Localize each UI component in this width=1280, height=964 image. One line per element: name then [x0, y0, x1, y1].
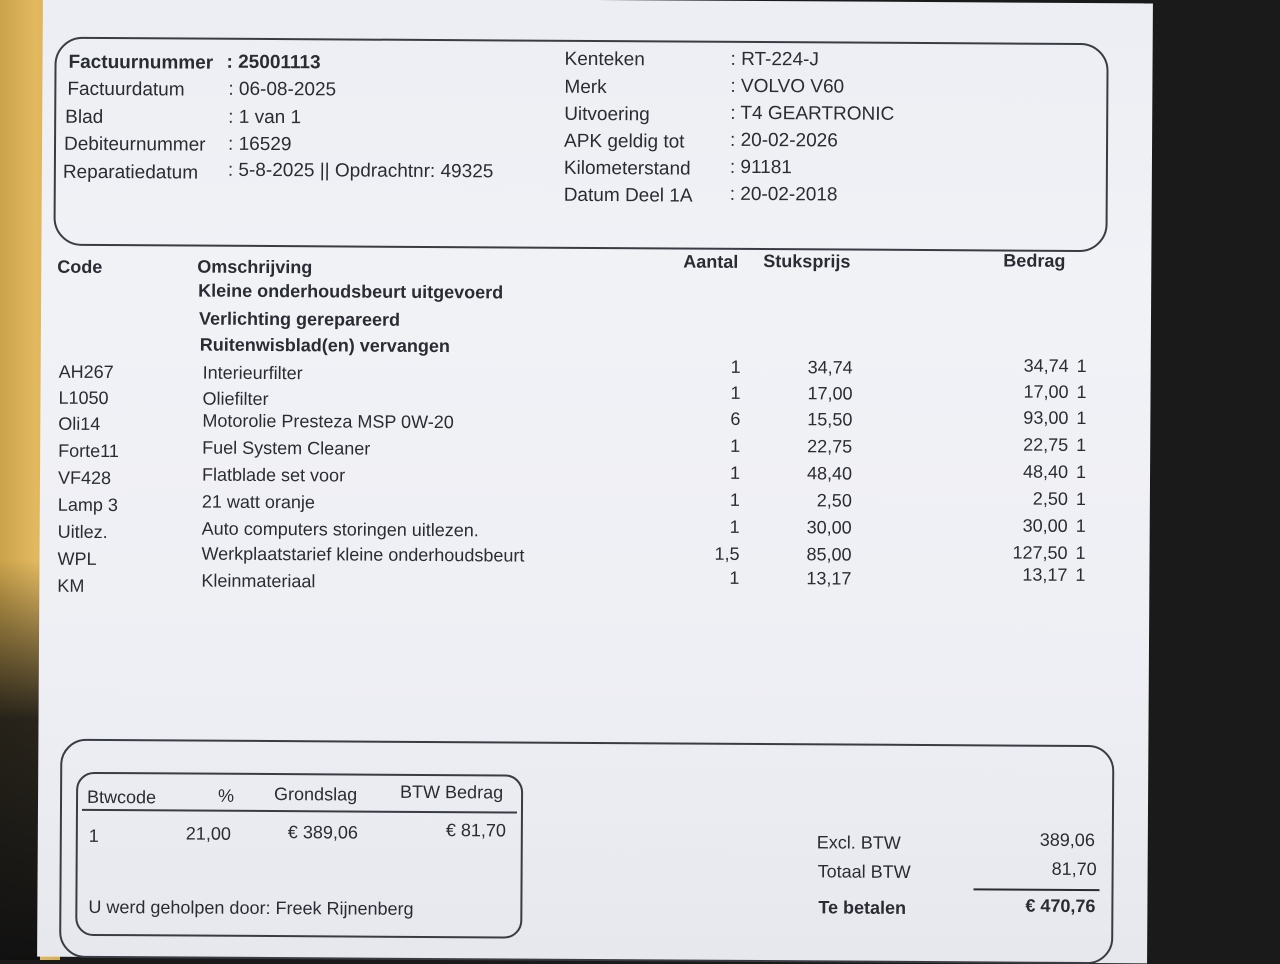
invoice-document — [37, 0, 1153, 963]
repair-date-label: Reparatiedatum — [62, 161, 199, 184]
vat-header-code: Btwcode — [86, 786, 157, 808]
debtor-number-value: : 16529 — [227, 133, 292, 156]
mileage-label: Kilometerstand — [563, 157, 691, 180]
line-code: Oli14 — [58, 413, 101, 434]
line-description: 21 watt oranje — [201, 491, 315, 513]
column-header-unit-price: Stuksprijs — [763, 251, 851, 272]
line-amount: 22,75 — [1023, 434, 1069, 455]
line-vat-code: 1 — [1075, 461, 1087, 482]
repair-date-value: : 5-8-2025 || Opdrachtnr: 49325 — [227, 159, 494, 183]
line-code: Lamp 3 — [57, 494, 118, 516]
total-vat-value: 81,70 — [1051, 858, 1097, 880]
work-note: Ruitenwisblad(en) vervangen — [199, 334, 450, 357]
line-quantity: 1 — [730, 435, 741, 456]
line-vat-code: 1 — [1075, 564, 1086, 585]
line-description: Flatblade set voor — [201, 464, 346, 486]
registration-date-label: Datum Deel 1A — [563, 184, 693, 207]
apk-label: APK geldig tot — [564, 130, 685, 153]
column-header-amount: Bedrag — [1003, 250, 1066, 271]
amount-due-value: € 470,76 — [1025, 895, 1096, 917]
line-quantity: 1 — [730, 382, 741, 403]
line-unit-price: 22,75 — [807, 436, 853, 457]
line-description: Werkplaatstarief kleine onderhoudsbeurt — [201, 543, 525, 566]
line-unit-price: 30,00 — [806, 517, 852, 538]
line-code: KM — [57, 575, 85, 596]
line-code: WPL — [57, 548, 97, 569]
mileage-value: : 91181 — [729, 156, 792, 179]
license-plate-label: Kenteken — [564, 48, 645, 71]
line-quantity: 1 — [729, 462, 741, 483]
line-unit-price: 34,74 — [807, 357, 853, 378]
line-unit-price: 48,40 — [806, 463, 853, 484]
line-description: Motorolie Presteza MSP 0W-20 — [202, 410, 454, 433]
line-amount: 127,50 — [1012, 542, 1068, 563]
line-quantity: 1 — [729, 567, 740, 588]
column-header-code: Code — [57, 256, 103, 277]
line-description: Interieurfilter — [202, 362, 303, 384]
line-unit-price: 2,50 — [816, 490, 852, 511]
vat-header-percent: % — [218, 785, 235, 806]
column-header-quantity: Aantal — [683, 251, 739, 272]
line-unit-price: 13,17 — [806, 568, 852, 589]
vat-row-code: 1 — [88, 825, 99, 846]
line-vat-code: 1 — [1076, 355, 1087, 377]
work-note: Verlichting gerepareerd — [198, 308, 401, 330]
line-vat-code: 1 — [1075, 515, 1086, 536]
model-value: : T4 GEARTRONIC — [730, 102, 895, 125]
line-amount: 34,74 — [1023, 355, 1069, 376]
vat-row-amount: € 81,70 — [445, 820, 506, 841]
vat-row-base: € 389,06 — [287, 822, 358, 843]
line-description: Auto computers storingen uitlezen. — [201, 518, 479, 541]
excl-vat-label: Excl. BTW — [816, 832, 901, 853]
amount-due-label: Te betalen — [818, 897, 907, 918]
brand-label: Merk — [564, 76, 607, 99]
invoice-number-value: : 25001113 — [226, 51, 321, 74]
line-vat-code: 1 — [1076, 434, 1087, 455]
debtor-number-label: Debiteurnummer — [63, 133, 206, 156]
line-unit-price: 85,00 — [806, 544, 852, 565]
line-code: AH267 — [58, 361, 114, 383]
line-description: Oliefilter — [202, 388, 269, 410]
line-amount: 2,50 — [1032, 488, 1068, 509]
line-vat-code: 1 — [1075, 542, 1086, 563]
model-label: Uitvoering — [564, 103, 650, 126]
line-amount: 17,00 — [1023, 381, 1069, 402]
brand-value: : VOLVO V60 — [730, 75, 845, 98]
line-code: Uitlez. — [57, 521, 108, 543]
page-value: : 1 van 1 — [228, 106, 302, 129]
invoice-number-label: Factuurnummer — [68, 51, 214, 74]
line-item — [39, 564, 1119, 609]
column-header-description: Omschrijving — [197, 256, 313, 278]
line-vat-code: 1 — [1076, 407, 1087, 429]
line-quantity: 1 — [729, 516, 740, 537]
line-vat-code: 1 — [1075, 488, 1086, 509]
line-code: VF428 — [57, 467, 112, 489]
total-vat-label: Totaal BTW — [817, 861, 911, 882]
vat-header-amount: BTW Bedrag — [400, 781, 504, 803]
line-quantity: 1,5 — [714, 543, 740, 564]
line-quantity: 1 — [730, 356, 741, 377]
excl-vat-value: 389,06 — [1039, 829, 1095, 851]
helped-by-text: U werd geholpen door: Freek Rijnenberg — [88, 896, 414, 919]
line-description: Fuel System Cleaner — [202, 437, 371, 459]
line-amount: 48,40 — [1022, 461, 1069, 482]
line-quantity: 1 — [729, 489, 740, 510]
invoice-date-value: : 06-08-2025 — [228, 78, 337, 101]
invoice-date-label: Factuurdatum — [67, 78, 185, 101]
work-note: Kleine onderhoudsbeurt uitgevoerd — [198, 280, 504, 303]
line-amount: 30,00 — [1022, 515, 1068, 536]
line-unit-price: 15,50 — [807, 409, 853, 430]
vat-row-percent: 21,00 — [185, 823, 231, 844]
line-amount: 13,17 — [1022, 564, 1068, 585]
vat-header-base: Grondslag — [274, 784, 358, 805]
background-shadow — [0, 560, 40, 960]
line-vat-code: 1 — [1076, 381, 1087, 403]
line-code: L1050 — [58, 387, 109, 409]
registration-date-value: : 20-02-2018 — [729, 183, 838, 206]
line-description: Kleinmateriaal — [201, 570, 316, 592]
license-plate-value: : RT-224-J — [730, 48, 819, 71]
page-label: Blad — [65, 106, 104, 128]
line-amount: 93,00 — [1023, 407, 1069, 428]
line-unit-price: 17,00 — [807, 383, 853, 404]
line-quantity: 6 — [730, 408, 741, 429]
apk-value: : 20-02-2026 — [730, 129, 838, 152]
line-code: Forte11 — [58, 440, 119, 462]
